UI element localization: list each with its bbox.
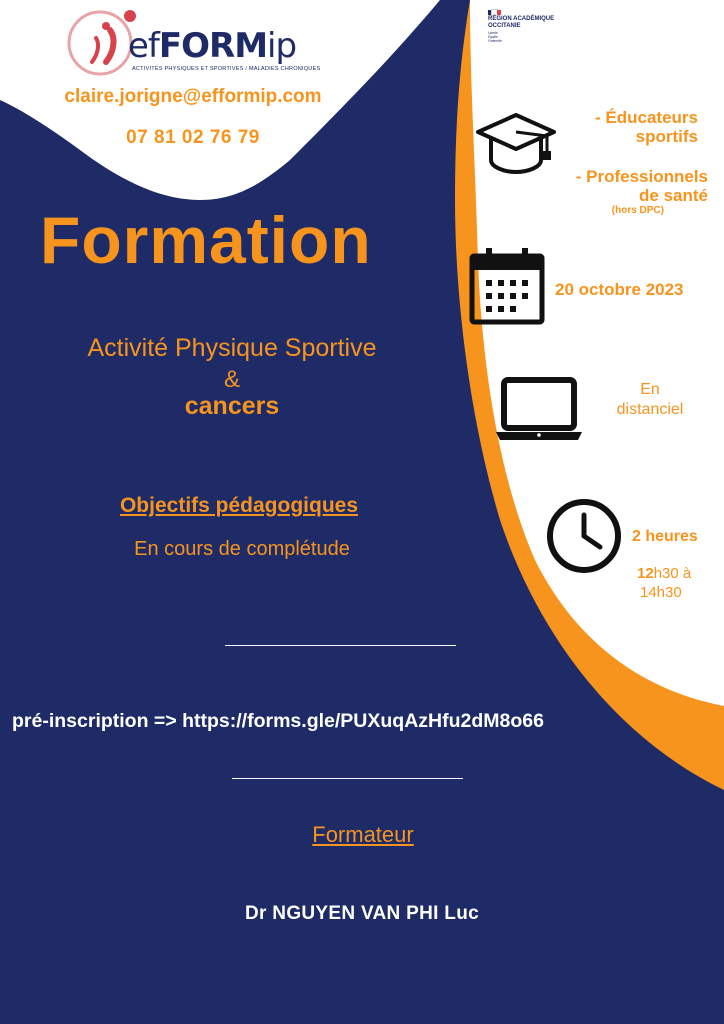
trainer-name: Dr NGUYEN VAN PHI Luc — [245, 903, 479, 924]
laptop-icon — [494, 376, 584, 442]
audience-educators: - Éducateurs sportifs — [595, 108, 698, 146]
objectives-text: En cours de complétude — [134, 538, 350, 560]
page-title: Formation — [40, 203, 372, 277]
clock-icon — [545, 497, 623, 575]
subtitle-line-2: cancers — [184, 392, 280, 420]
objectives-title: Objectifs pédagogiques — [119, 494, 359, 517]
subtitle-line-1: Activité Physique Sportive — [87, 334, 377, 362]
subtitle-ampersand: & — [223, 366, 240, 393]
time-end: 14h30 — [640, 584, 682, 601]
region-logo — [488, 10, 578, 43]
french-flag-icon — [488, 10, 501, 15]
logo-subtitle: ACTIVITÉS PHYSIQUES ET SPORTIVES / MALADIES CHRONIQUES — [132, 66, 321, 72]
time-start: 12h30 à — [637, 565, 692, 582]
efformip-logo — [66, 8, 328, 78]
mode-line-2: distanciel — [616, 401, 684, 418]
trainer-title: Formateur — [312, 822, 414, 847]
duration: 2 heures — [632, 528, 698, 545]
preregistration-link[interactable]: pré-inscription => https://forms.gle/PUXuqAzHfu2dM8o66 — [12, 710, 544, 732]
audience-health-pros: - Professionnels de santé — [575, 167, 708, 205]
audience-note: (hors DPC) — [611, 205, 664, 216]
calendar-icon — [468, 246, 546, 326]
contact-email[interactable]: claire.jorigne@efformip.com — [64, 86, 322, 107]
logo-wordmark: efFORMip — [128, 26, 297, 66]
divider-bottom — [232, 778, 463, 779]
region-name: RÉGION ACADÉMIQUE OCCITANIE — [488, 16, 555, 29]
divider-top — [225, 645, 456, 646]
mode-line-1: En — [640, 381, 660, 398]
contact-phone[interactable]: 07 81 02 76 79 — [126, 127, 260, 148]
region-motto: Liberté Égalité Fraternité — [488, 31, 502, 43]
training-date: 20 octobre 2023 — [555, 280, 684, 299]
